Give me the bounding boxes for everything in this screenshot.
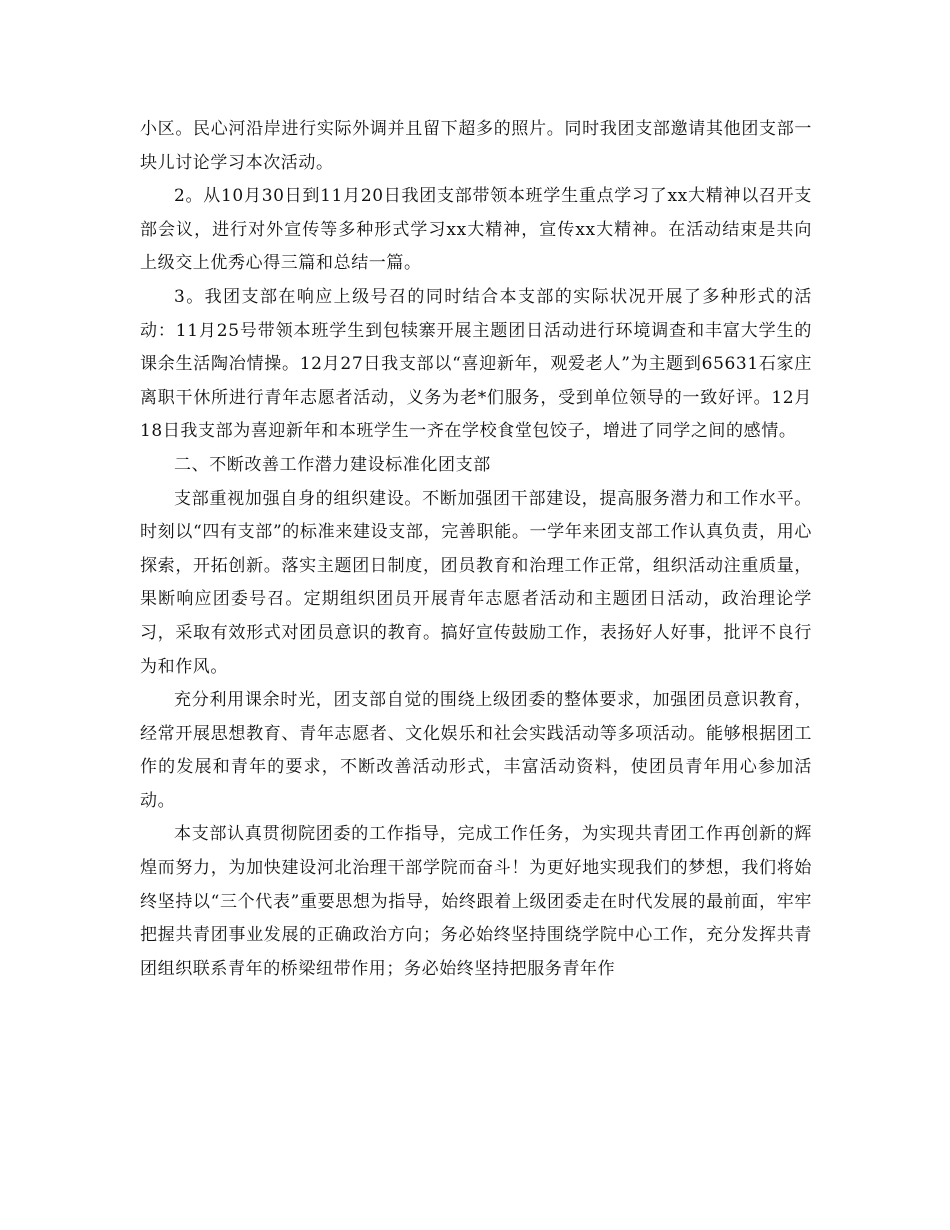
paragraph-continuation: 小区。民心河沿岸进行实际外调并且留下超多的照片。同时我团支部邀请其他团支部一块儿讨论学习本次活动。 [140,119,812,173]
paragraph-organization: 支部重视加强自身的组织建设。不断加强团干部建设，提高服务潜力和工作水平。时刻以“四有支部”的标准来建设支部，完善职能。一学年来团支部工作认真负责，用心探索，开拓创新。落实主题团日制度，团员教育和治理工作正常，组织活动注重质量，果断响应团委号召。定期组织团员开展青年志愿者活动和主题团日活动，政治理论学习，采取有效形式对团员意识的教育。搞好宣传鼓励工作，表扬好人好事，批评不良行为和作风。 [140,488,812,677]
paragraph-item-2: 2。从10月30日到11月20日我团支部带领本班学生重点学习了xx大精神以召开支部会议，进行对外宣传等多种形式学习xx大精神，宣传xx大精神。在活动结束是共向上级交上优秀心得三篇和总结一篇。 [140,186,812,274]
paragraph-item-3: 3。我团支部在响应上级号召的同时结合本支部的实际状况开展了多种形式的活动：11月25号带领本班学生到包犊寨开展主题团日活动进行环境调查和丰富大学生的课余生活陶冶情操。12月27日我支部以“喜迎新年，观爱老人”为主题到65631石家庄离职干休所进行青年志愿者活动，义务为老*们服务，受到单位领导的一致好评。12月18日我支部为喜迎新年和本班学生一齐在学校食堂包饺子，增进了同学之间的感情。 [140,286,812,442]
document-body [140,113,812,986]
paragraph-activities: 充分利用课余时光，团支部自觉的围绕上级团委的整体要求，加强团员意识教育，经常开展思想教育、青年志愿者、文化娱乐和社会实践活动等多项活动。能够根据团工作的发展和青年的要求，不断改善活动形式，丰富活动资料，使团员青年用心参加活动。 [140,690,812,811]
section-heading-2: 二、不断改善工作潜力建设标准化团支部 [174,454,491,475]
paragraph-conclusion: 本支部认真贯彻院团委的工作指导，完成工作任务，为实现共青团工作再创新的辉煌而努力，为加快建设河北治理干部学院而奋斗！为更好地实现我们的梦想，我们将始终坚持以“三个代表”重要思想为指导，始终跟着上级团委走在时代发展的最前面，牢牢把握共青团事业发展的正确政治方向；务必始终坚持围绕学院中心工作，充分发挥共青团组织联系青年的桥梁纽带作用；务必始终坚持把服务青年作 [140,824,812,979]
